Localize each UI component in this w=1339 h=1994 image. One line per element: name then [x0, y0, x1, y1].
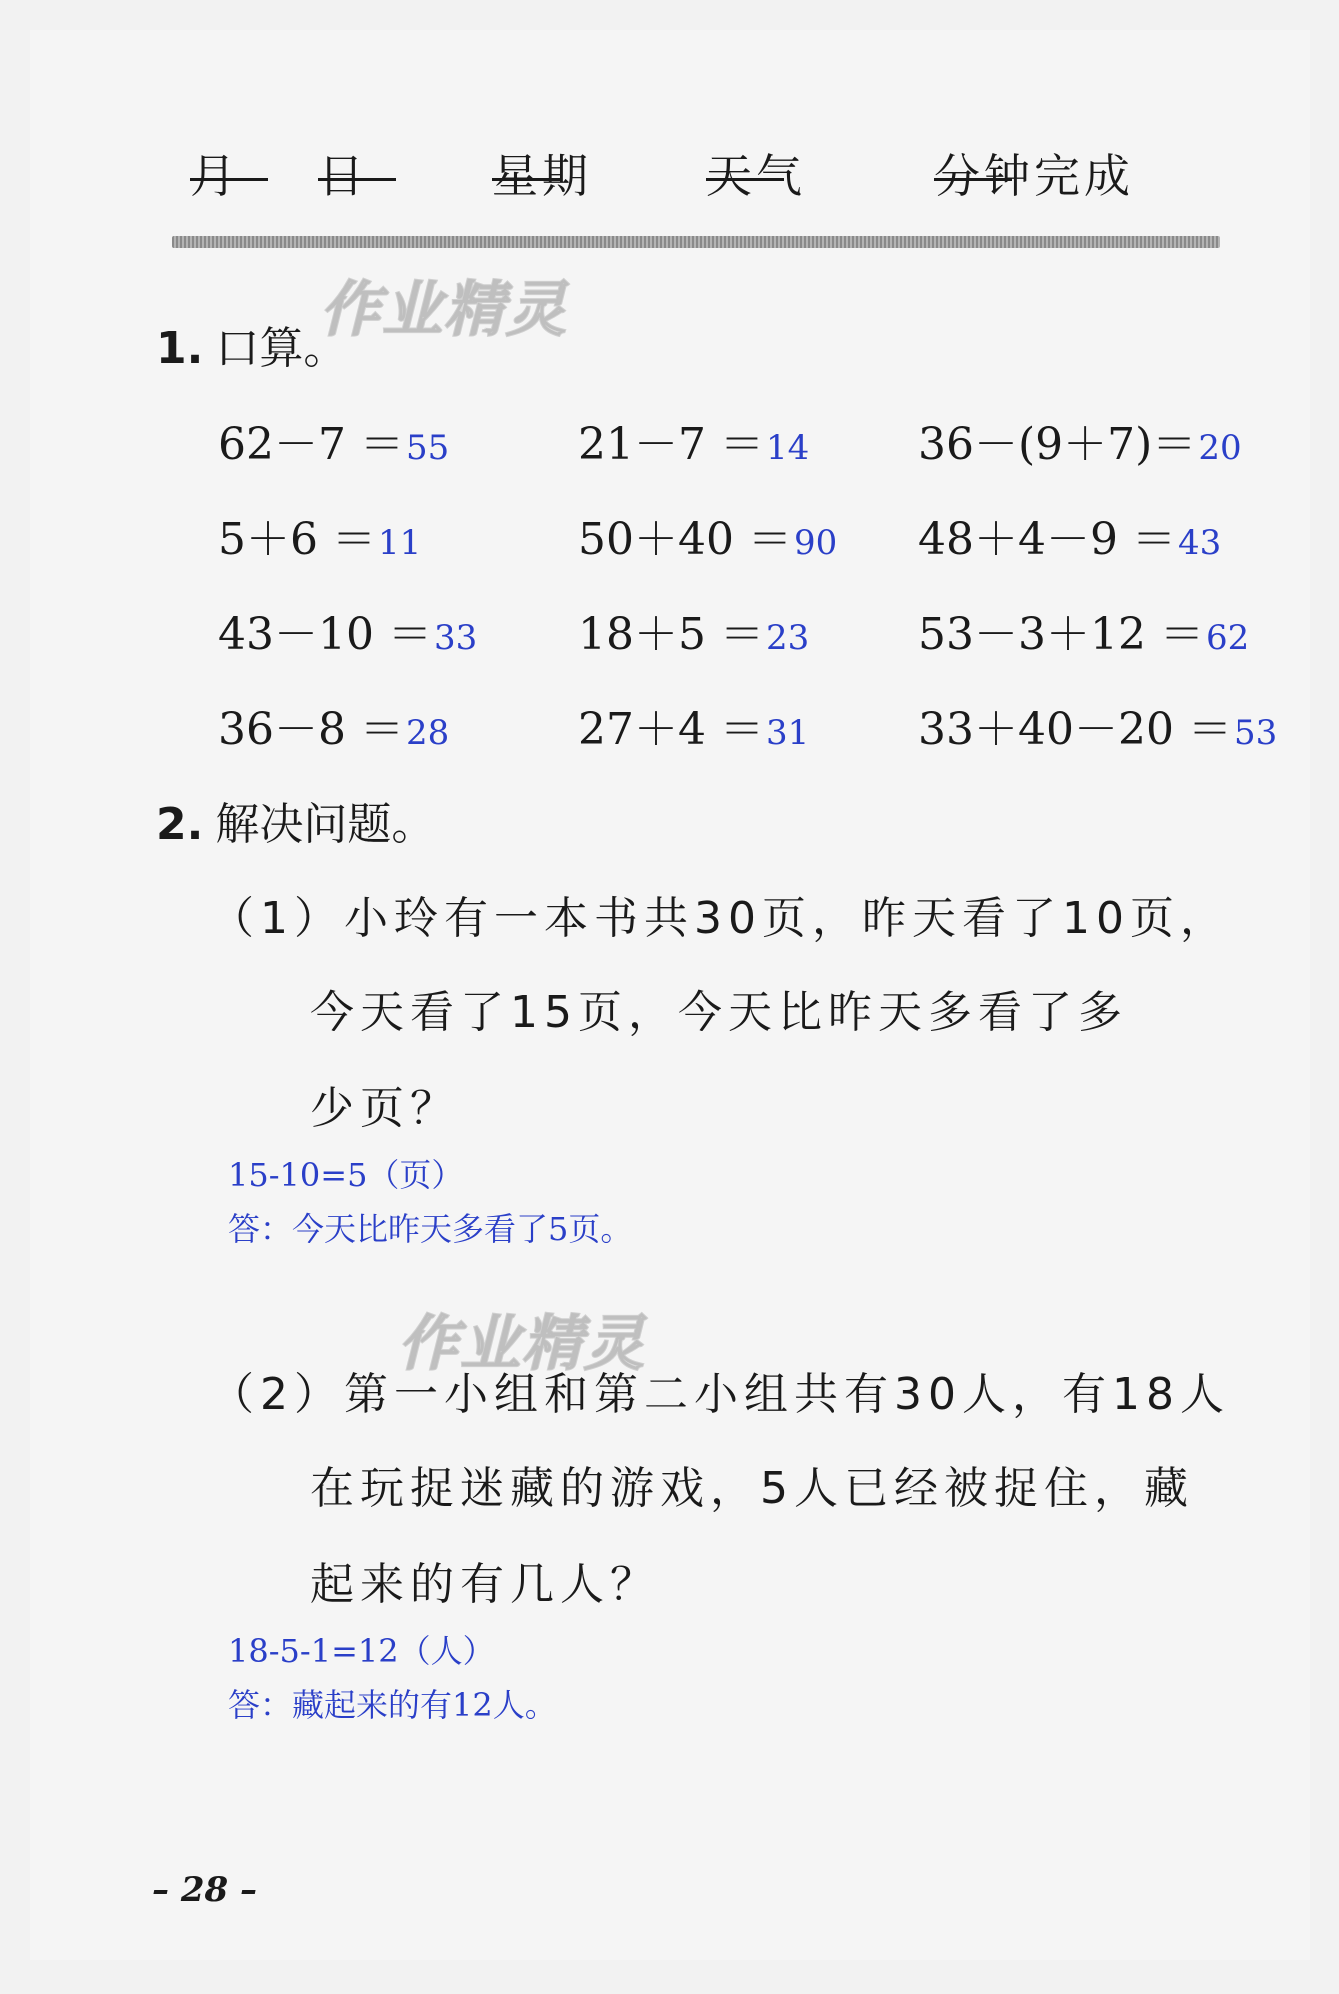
equation-answer: 23: [765, 618, 810, 658]
math-equation: [578, 503, 837, 567]
header-fields: [190, 140, 1220, 210]
weather-label: 天气: [706, 149, 806, 203]
equation-expression: 36－8 ＝: [218, 704, 404, 755]
solution-1-equation: 15-10=5（页）: [228, 1156, 464, 1194]
problem-2-line: （2）第一小组和第二小组共有30人，有18人: [210, 1369, 1230, 1420]
math-equation: [578, 598, 809, 662]
math-equation: [918, 598, 1249, 662]
math-equation: [578, 693, 809, 757]
equation-expression: 33＋40－20 ＝: [918, 704, 1232, 755]
equation-answer: 55: [405, 428, 450, 468]
math-equation: [918, 693, 1277, 757]
equation-answer: 53: [1233, 713, 1278, 753]
equation-expression: 48＋4－9 ＝: [918, 514, 1176, 565]
solution-2: [228, 1626, 557, 1734]
watermark-middle: 作业精灵: [398, 1309, 646, 1379]
section-2-number: 2.: [156, 799, 204, 850]
equation-expression: 50＋40 ＝: [578, 514, 792, 565]
weekday-label: 星期: [492, 149, 592, 203]
math-equation: [218, 598, 477, 662]
solution-2-answer: 答：藏起来的有12人。: [228, 1686, 557, 1724]
section-1-label: 口算。: [215, 323, 348, 374]
equation-answer: 33: [433, 618, 478, 658]
math-equation: [218, 693, 449, 757]
equation-expression: 43－10 ＝: [218, 609, 432, 660]
equation-answer: 62: [1205, 618, 1250, 658]
page-number: – 28 –: [152, 1870, 257, 1910]
day-label: 日: [318, 149, 368, 203]
problem-2-line: 在玩捉迷藏的游戏，5人已经被捉住，藏: [310, 1463, 1194, 1514]
weekday-blank[interactable]: [492, 140, 560, 181]
equation-expression: 36－(9＋7)＝: [918, 419, 1197, 470]
solution-1: [228, 1150, 632, 1258]
section-1-number: 1.: [156, 323, 204, 374]
math-equation: [918, 503, 1221, 567]
section-2-title: [156, 788, 435, 852]
problem-1-line: 今天看了15页，今天比昨天多看了多: [310, 987, 1128, 1038]
solution-1-answer: 答：今天比昨天多看了5页。: [228, 1210, 633, 1248]
solution-2-equation: 18-5-1=12（人）: [228, 1632, 495, 1670]
watermark-top: 作业精灵: [320, 275, 568, 345]
equation-expression: 62－7 ＝: [218, 419, 404, 470]
equation-answer: 90: [793, 523, 838, 563]
equation-expression: 27＋4 ＝: [578, 704, 764, 755]
equation-answer: 11: [377, 523, 422, 563]
problem-2-line: 起来的有几人？: [310, 1559, 660, 1610]
math-equation: [218, 503, 421, 567]
month-label: 月: [190, 149, 240, 203]
equation-answer: 31: [765, 713, 810, 753]
minutes-label: 分钟完成: [934, 149, 1134, 203]
header-divider: [172, 236, 1220, 248]
equation-answer: 28: [405, 713, 450, 753]
equation-expression: 5＋6 ＝: [218, 514, 376, 565]
math-equation: [578, 408, 809, 472]
section-1-title: [156, 312, 347, 376]
equation-answer: 20: [1198, 428, 1242, 468]
section-2-label: 解决问题。: [215, 799, 436, 850]
math-equation: [218, 408, 449, 472]
equation-answer: 14: [765, 428, 810, 468]
equation-expression: 21－7 ＝: [578, 419, 764, 470]
equation-expression: 53－3＋12 ＝: [918, 609, 1204, 660]
math-equation: [918, 408, 1242, 472]
problem-1-line: （1）小玲有一本书共30页，昨天看了10页，: [210, 893, 1230, 944]
equation-answer: 43: [1177, 523, 1222, 563]
equation-expression: 18＋5 ＝: [578, 609, 764, 660]
weather-blank[interactable]: [706, 140, 784, 181]
problem-1-line: 少页？: [310, 1083, 460, 1134]
